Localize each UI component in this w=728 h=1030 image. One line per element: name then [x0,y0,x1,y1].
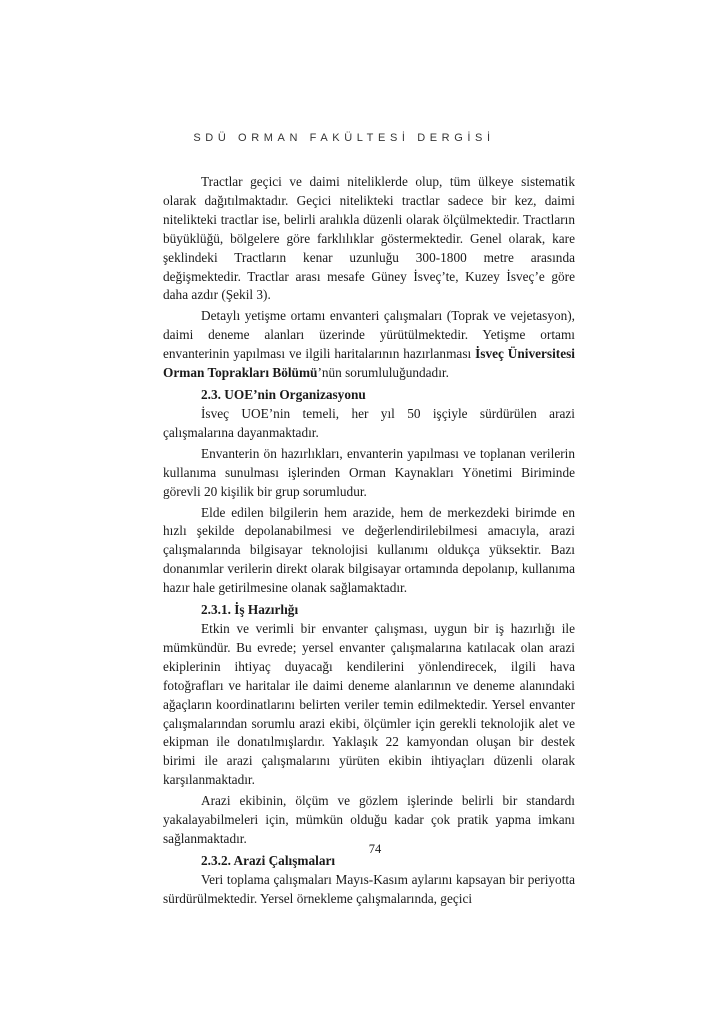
page-number: 74 [368,842,382,856]
paragraph: Etkin ve verimli bir envanter çalışması, uygun bir iş hazırlığı ile mümkündür. Bu evrede; yersel envanter çalışmalarına katılacak olan arazi ekiplerinin ihtiyaç duyacağı kendilerini yönlendirecek, ilgili hava fotoğrafları ve haritalar ile daimi deneme alanlarının ve deneme alanındaki ağaçların koordinatlarını belirten veriler temin edilmektedir. Yersel envanter çalışmalarından sorumlu arazi ekibi, ölçümler için gerekli teknolojik alet ve ekipman ile donatılmışlardır. Yaklaşık 22 kamyondan oluşan bir destek birimi ile arazi çalışmalarını yürüten ekibin ihtiyaçları düzenli olarak karşılanmaktadır. [163,621,575,788]
paragraph: İsveç UOE’nin temeli, her yıl 50 işçiyle sürdürülen arazi çalışmalarına dayanmaktadır. [163,405,575,440]
article-body [163,173,575,909]
paragraph: Elde edilen bilgilerin hem arazide, hem de merkezdeki birimde en hızlı şekilde depolanabilmesi ve değerlendirilebilmesi amacıyla, arazi çalışmalarında bilgisayar teknolojisi kullanımı oldukça yüksektir. Bazı donanımlar verilerin direkt olarak bilgisayar ortamında depolanıp, kullanıma hazır hale getirilmesine olanak sağlamaktadır. [163,504,575,596]
journal-header: SDÜ ORMAN FAKÜLTESİ DERGİSİ [193,132,495,144]
subsection-heading: 2.3.1. İş Hazırlığı [201,602,299,618]
paragraph: Veri toplama çalışmaları Mayıs-Kasım aylarını kapsayan bir periyotta sürdürülmektedir. Yersel örnekleme çalışmalarında, geçici [163,871,575,906]
paragraph: Detaylı yetişme ortamı envanteri çalışmaları (Toprak ve vejetasyon), daimi deneme alanları üzerinde yürütülmektedir. Yetişme ortamı envanterinin yapılması ve ilgili haritalarının hazırlanması İsveç Üniversitesi Orman Toprakları Bölümü’nün sorumluluğundadır. [163,308,575,381]
paragraph: Arazi ekibinin, ölçüm ve gözlem işlerinde belirli bir standardı yakalayabilmeleri için, mümkün olduğu kadar çok pratik yapma imkanı sağlanmaktadır. [163,793,575,846]
section-heading: 2.3. UOE’nin Organizasyonu [201,386,366,402]
paragraph: Envanterin ön hazırlıkları, envanterin yapılması ve toplanan verilerin kullanıma sunulması işlerinden Orman Kaynakları Yönetimi Biriminde görevli 20 kişilik bir grup sorumludur. [163,445,575,499]
bold-institution: İsveç Üniversitesi Orman Toprakları Bölümü [163,346,575,381]
paragraph: Tractlar geçici ve daimi niteliklerde olup, tüm ülkeye sistematik olarak dağıtılmaktadır. Geçici nitelikteki tractlar sadece bir kez, daimi nitelikteki tractlar ise, belirli aralıkla düzenli olarak ölçülmektedir. Tractların büyüklüğü, bölgelere göre farklılıklar göstermektedir. Genel olarak, kare şeklindeki Tractların kenar uzunluğu 300-1800 metre arasında değişmektedir. Tractlar arası mesafe Güney İsveç’te, Kuzey İsveç’e göre daha azdır (Şekil 3). [163,174,575,303]
subsection-heading: 2.3.2. Arazi Çalışmaları [201,852,336,868]
